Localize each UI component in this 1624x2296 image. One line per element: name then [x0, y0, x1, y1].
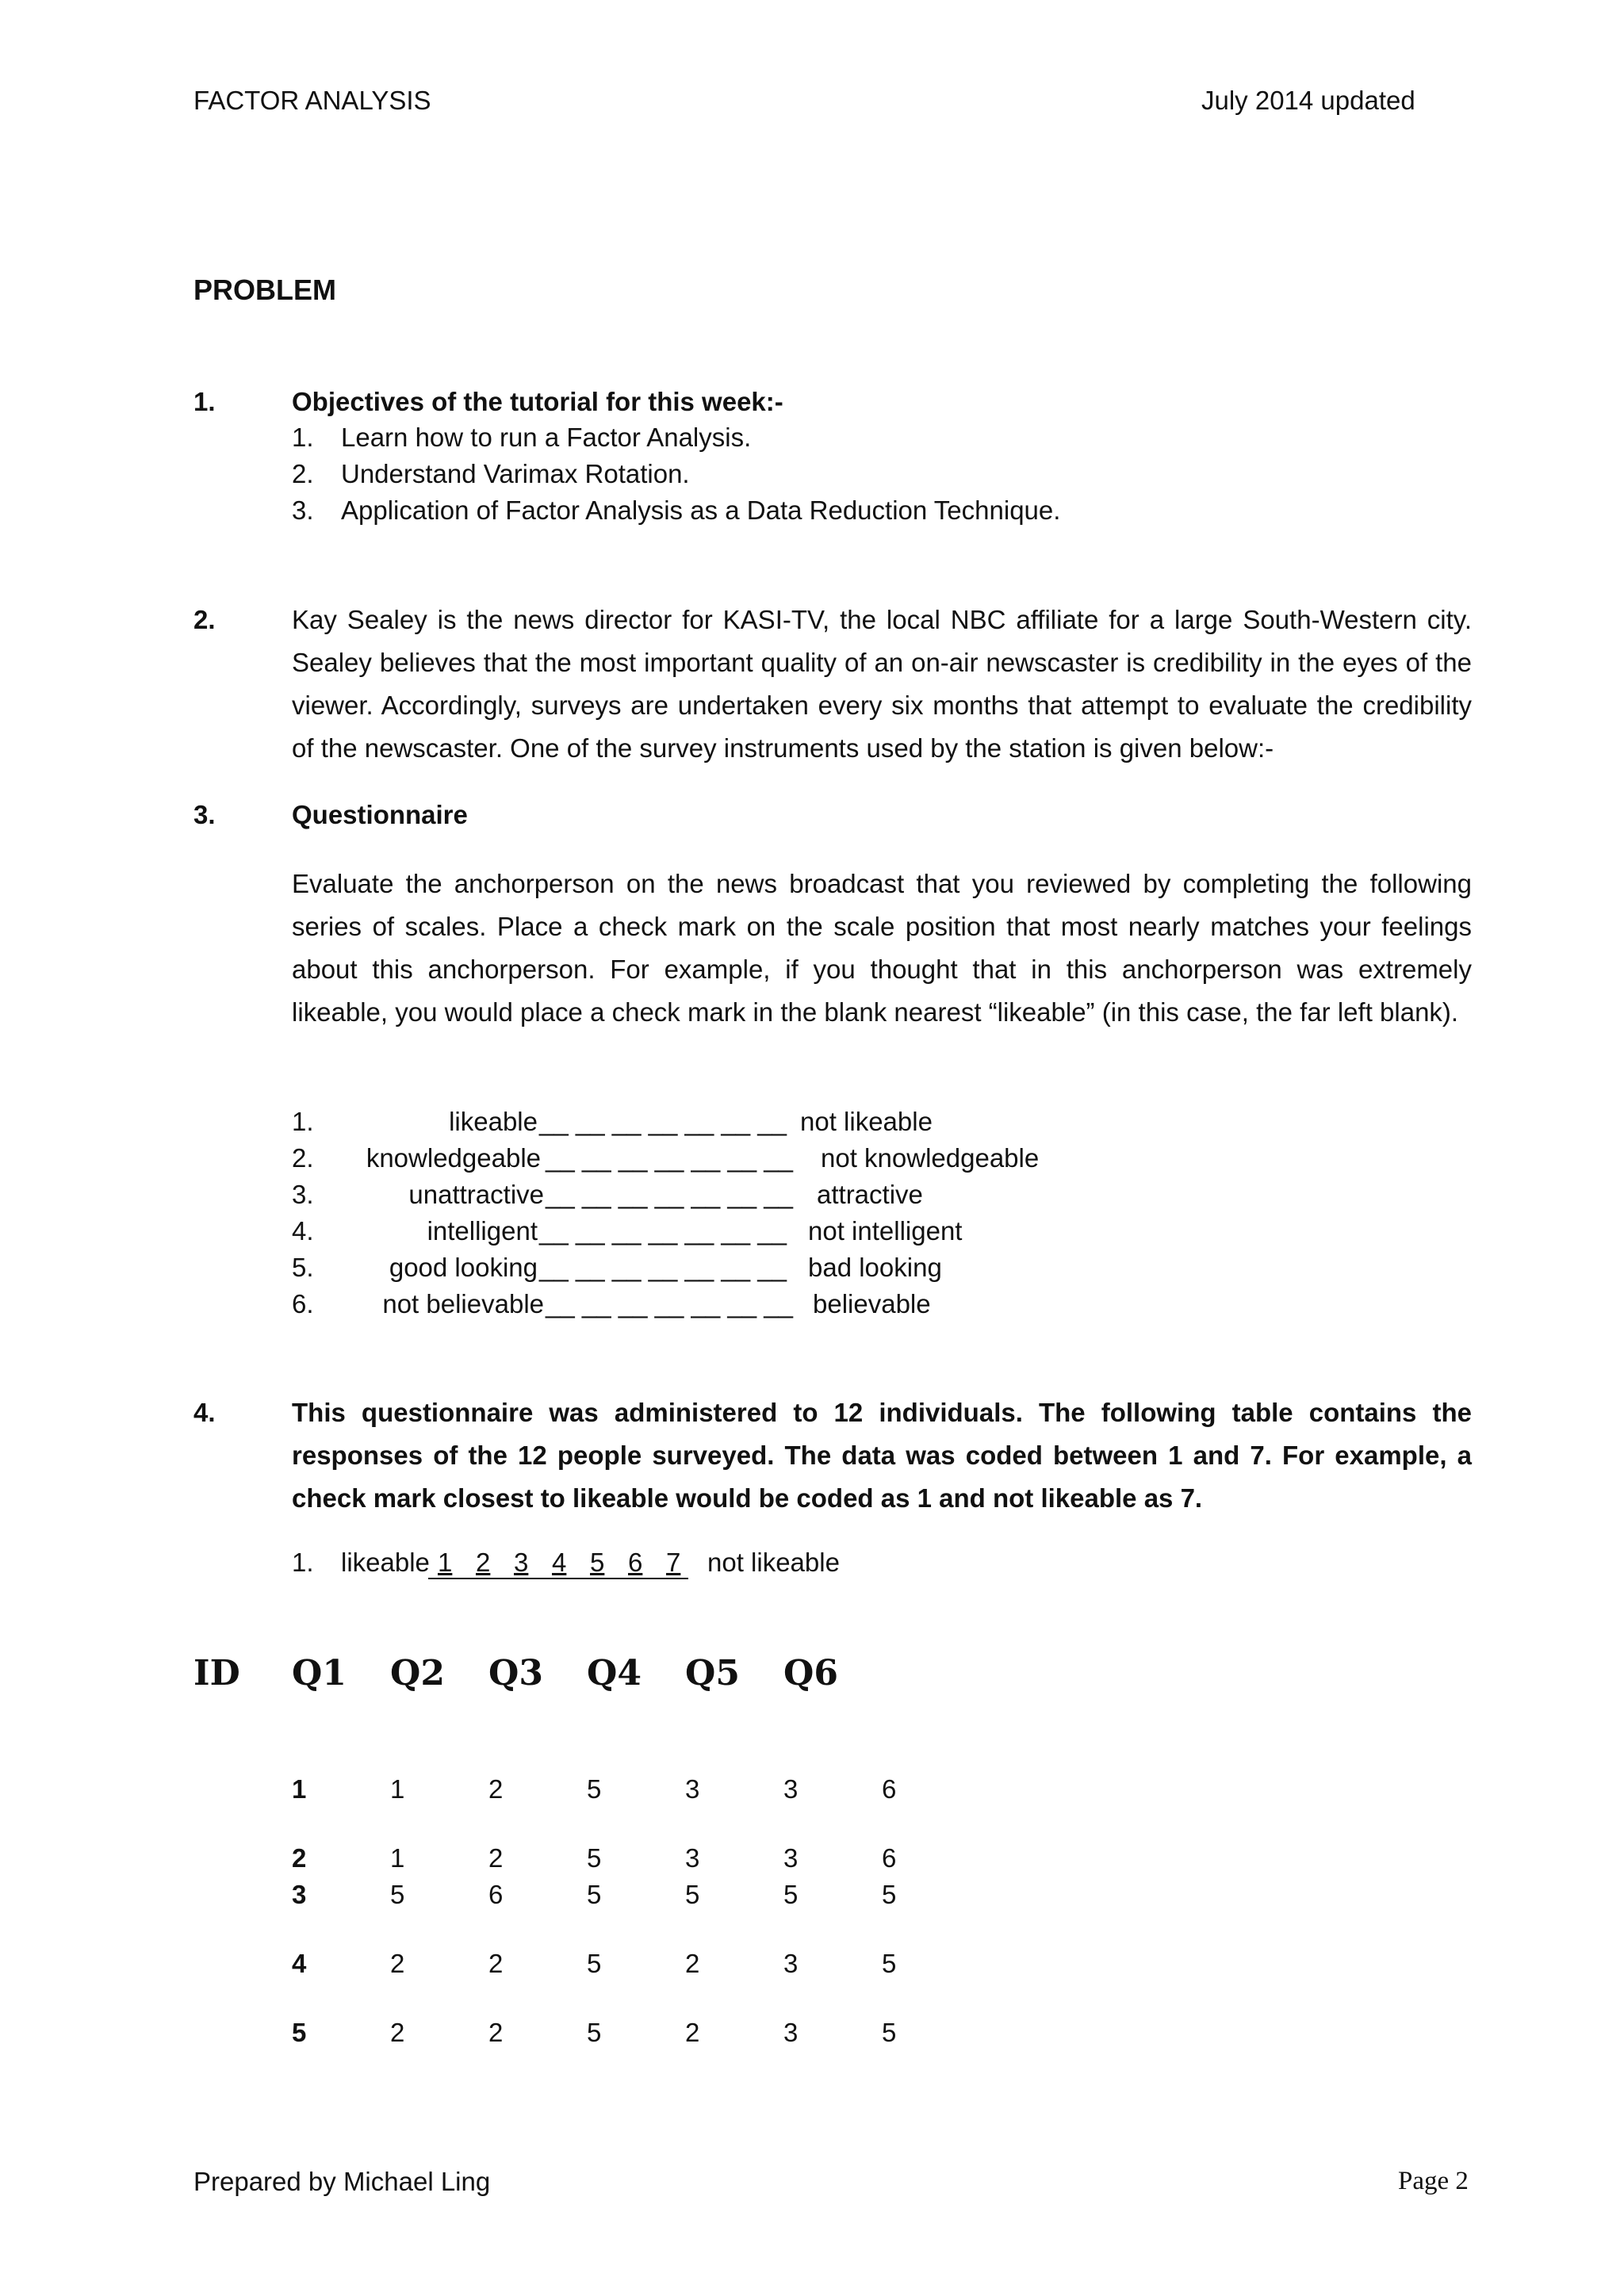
footer-author: Prepared by Michael Ling [193, 2167, 491, 2196]
table-cell: 5 [685, 1880, 700, 1909]
header-left: FACTOR ANALYSIS [193, 86, 431, 115]
page-title: PROBLEM [193, 274, 336, 306]
scale-right-label: attractive [817, 1180, 923, 1209]
table-cell: 5 [882, 2018, 897, 2047]
scale-right-label: not likeable [800, 1107, 933, 1136]
table-cell: 5 [587, 1880, 602, 1909]
questionnaire-instructions: Evaluate the anchorperson on the news broadcast that you reviewed by completing the following series of scales. Place a check mark on the scale position that most nearly matches your feelings about this anchorperson. For example, if you thought that in this anchorperson was extremely likeable, you would place a check mark in the blank nearest “likeable” (in this case, the far left blank). [292, 869, 1472, 1027]
table-cell: 6 [488, 1880, 504, 1909]
table-cell: 2 [390, 1949, 405, 1978]
table-cell: 1 [390, 1774, 405, 1804]
table-cell: 5 [587, 1774, 602, 1804]
scale-item [292, 1289, 1085, 1326]
table-cell: 5 [783, 1880, 799, 1909]
table-cell: 6 [882, 1774, 897, 1804]
table-header-q2: Q2 [390, 1653, 445, 1693]
example-code: 3 [514, 1548, 529, 1577]
table-cell-id: 5 [292, 2018, 307, 2047]
table-cell: 5 [587, 1843, 602, 1873]
table-cell: 5 [587, 2018, 602, 2047]
scale-right-label: not intelligent [808, 1216, 963, 1246]
table-cell: 5 [882, 1949, 897, 1978]
scale-left-label: likeable [449, 1107, 538, 1136]
example-right-label: not likeable [707, 1548, 840, 1577]
scale-blanks: __ __ __ __ __ __ __ [539, 1253, 787, 1282]
table-header-q6: Q6 [783, 1653, 838, 1693]
scale-item [292, 1216, 1085, 1253]
objective-number: 3. [292, 496, 314, 525]
objective-text: Application of Factor Analysis as a Data Reduction Technique. [341, 496, 1061, 525]
scale-right-label: not knowledgeable [821, 1143, 1040, 1173]
table-header-q3: Q3 [488, 1653, 543, 1693]
objective-text: Learn how to run a Factor Analysis. [341, 423, 752, 452]
scale-item [292, 1253, 1085, 1289]
table-cell: 3 [783, 1843, 799, 1873]
scale-number: 2. [292, 1143, 314, 1173]
table-cell-id: 4 [292, 1949, 307, 1978]
scale-blanks: __ __ __ __ __ __ __ [546, 1180, 793, 1209]
header-right: July 2014 updated [1201, 86, 1415, 115]
section-2-paragraph: Kay Sealey is the news director for KASI-TV, the local NBC affiliate for a large South-Western city. Sealey believes that the most important quality of an on-air newscaster is credibility in the eyes of the viewer. Accordingly, surveys are undertaken every six months that attempt to evaluate the credibility of the newscaster. One of the survey instruments used by the station is given below:- [292, 605, 1472, 763]
scale-right-label: believable [813, 1289, 931, 1318]
scale-blanks: __ __ __ __ __ __ __ [539, 1107, 787, 1136]
table-cell: 2 [488, 1774, 504, 1804]
scale-blanks: __ __ __ __ __ __ __ [546, 1143, 793, 1173]
table-cell: 3 [685, 1774, 700, 1804]
table-cell: 2 [685, 2018, 700, 2047]
table-cell: 2 [390, 2018, 405, 2047]
scale-number: 3. [292, 1180, 314, 1209]
table-cell-id: 1 [292, 1774, 307, 1804]
scale-number: 6. [292, 1289, 314, 1318]
scale-number: 1. [292, 1107, 314, 1136]
objective-number: 1. [292, 423, 314, 452]
example-number: 1. [292, 1548, 314, 1577]
table-cell-id: 2 [292, 1843, 307, 1873]
section-3-heading: Questionnaire [292, 800, 468, 829]
example-code: 6 [628, 1548, 643, 1577]
table-cell: 3 [783, 1774, 799, 1804]
scale-left-label: knowledgeable [366, 1143, 541, 1173]
footer-page-number: Page 2 [1398, 2167, 1469, 2195]
example-code: 5 [590, 1548, 605, 1577]
scale-item [292, 1143, 1085, 1180]
scale-blanks: __ __ __ __ __ __ __ [539, 1216, 787, 1246]
section-1-number: 1. [193, 387, 216, 416]
example-code: 2 [476, 1548, 491, 1577]
scale-left-label: unattractive [408, 1180, 544, 1209]
objective-text: Understand Varimax Rotation. [341, 459, 690, 488]
table-cell: 2 [685, 1949, 700, 1978]
table-header-q5: Q5 [685, 1653, 740, 1693]
scale-blanks: __ __ __ __ __ __ __ [546, 1289, 793, 1318]
table-cell: 1 [390, 1843, 405, 1873]
table-cell: 2 [488, 1843, 504, 1873]
section-4-number: 4. [193, 1398, 216, 1427]
scale-item [292, 1107, 1085, 1143]
table-cell: 5 [882, 1880, 897, 1909]
example-underline [428, 1578, 688, 1579]
scale-right-label: bad looking [808, 1253, 942, 1282]
scale-number: 5. [292, 1253, 314, 1282]
coding-example [292, 1548, 1005, 1584]
table-cell-id: 3 [292, 1880, 307, 1909]
section-1-heading: Objectives of the tutorial for this week:- [292, 387, 783, 416]
table-cell: 3 [685, 1843, 700, 1873]
table-header-q4: Q4 [587, 1653, 642, 1693]
section-2-number: 2. [193, 605, 216, 634]
example-code: 1 [438, 1548, 453, 1577]
table-cell: 5 [587, 1949, 602, 1978]
example-code: 4 [552, 1548, 567, 1577]
table-cell: 3 [783, 1949, 799, 1978]
table-cell: 6 [882, 1843, 897, 1873]
table-cell: 3 [783, 2018, 799, 2047]
table-header-q1: Q1 [292, 1653, 347, 1693]
scale-left-label: intelligent [427, 1216, 538, 1246]
table-cell: 2 [488, 2018, 504, 2047]
scale-item [292, 1180, 1085, 1216]
table-header-id: ID [193, 1653, 240, 1693]
example-left-label: likeable [341, 1548, 430, 1577]
scale-left-label: good looking [389, 1253, 538, 1282]
scale-number: 4. [292, 1216, 314, 1246]
scale-left-label: not believable [382, 1289, 544, 1318]
table-cell: 2 [488, 1949, 504, 1978]
section-4-paragraph: This questionnaire was administered to 12 individuals. The following table contains the responses of the 12 people surveyed. The data was coded between 1 and 7. For example, a check mark closest to likeable would be coded as 1 and not likeable as 7. [292, 1398, 1472, 1513]
section-3-number: 3. [193, 800, 216, 829]
example-code: 7 [666, 1548, 681, 1577]
objective-number: 2. [292, 459, 314, 488]
table-cell: 5 [390, 1880, 405, 1909]
